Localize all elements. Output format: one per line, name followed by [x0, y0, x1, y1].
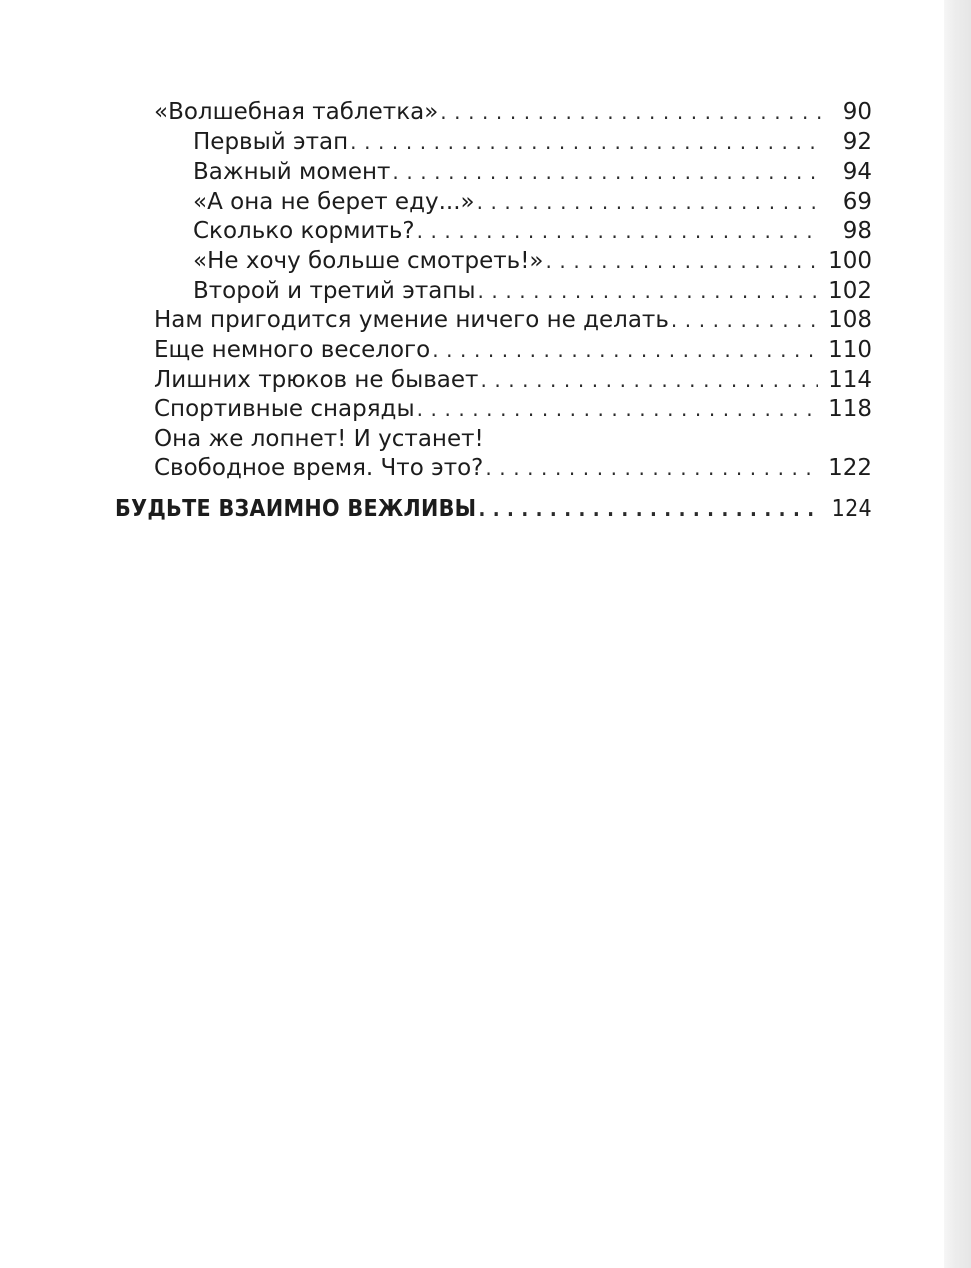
toc-entry [193, 187, 872, 217]
toc-entry-title: Свободное время. Что это? [154, 455, 484, 481]
toc-entry-page: 94 [842, 159, 872, 185]
toc-entry-page: 92 [842, 129, 872, 155]
dot-leader [477, 187, 822, 217]
toc-entry-page: 118 [828, 396, 872, 422]
toc-entry [154, 365, 872, 395]
dot-leader [485, 453, 818, 483]
toc-entry-title: Лишних трюков не бывает [154, 367, 479, 393]
toc-chapter-title: БУДЬТЕ ВЗАИМНО ВЕЖЛИВЫ [115, 496, 477, 522]
toc-entry-title: Второй и третий этапы [193, 278, 476, 304]
toc-entry [154, 424, 872, 454]
toc-entry-title: Еще немного веселого [154, 337, 431, 363]
dot-leader [350, 127, 822, 157]
toc-entry [193, 127, 872, 157]
toc-entry-title: Первый этап [193, 129, 349, 155]
dot-leader [671, 305, 818, 335]
toc-entry [193, 157, 872, 187]
toc-entry-title: «А она не берет еду...» [193, 189, 475, 215]
toc-entry [154, 97, 872, 127]
toc-entry-page: 122 [828, 455, 872, 481]
toc-entry-page: 102 [828, 278, 872, 304]
dot-leader [432, 335, 818, 365]
dot-leader [417, 394, 818, 424]
toc-entry-title: Нам пригодится умение ничего не делать [154, 307, 669, 333]
toc-entry-title: «Не хочу больше смотреть!» [193, 248, 544, 274]
dot-leader [392, 157, 822, 187]
toc-entry-page: 98 [842, 218, 872, 244]
toc-entry [193, 216, 872, 246]
toc-entry [193, 276, 872, 306]
toc-entry-page: 69 [842, 189, 872, 215]
toc-entry [154, 305, 872, 335]
dot-leader [478, 494, 821, 524]
toc-entry-title: Сколько кормить? [193, 218, 415, 244]
dot-leader [478, 276, 819, 306]
toc-chapter-entry [115, 494, 872, 524]
toc-entry [193, 246, 872, 276]
toc-entry-page: 90 [842, 99, 872, 125]
toc-entry-page: 124 [831, 496, 872, 522]
dot-leader [417, 216, 822, 246]
page-edge-shadow [944, 0, 971, 1268]
dot-leader [546, 246, 819, 276]
toc-entry-page: 110 [828, 337, 872, 363]
toc-entry-page: 114 [828, 367, 872, 393]
toc-entry-title: Она же лопнет! И устанет! [154, 426, 484, 452]
dot-leader [480, 365, 818, 395]
toc-entry-title: «Волшебная таблетка» [154, 99, 439, 125]
toc-entry [154, 335, 872, 365]
toc-entry-title: Спортивные снаряды [154, 396, 415, 422]
toc-entry-page: 108 [828, 307, 872, 333]
toc-entry [154, 394, 872, 424]
toc-entry-title: Важный момент [193, 159, 391, 185]
toc-entry-page: 100 [828, 248, 872, 274]
toc-entry [154, 453, 872, 483]
dot-leader [440, 97, 822, 127]
